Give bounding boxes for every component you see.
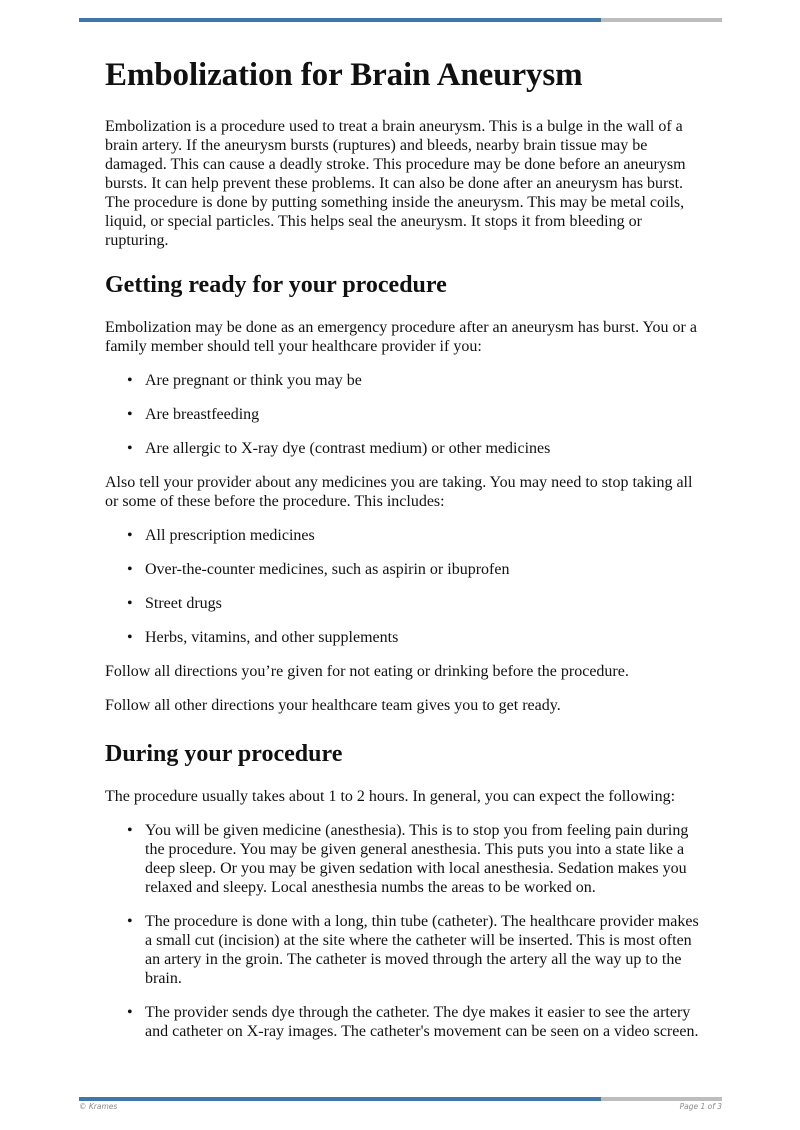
document-body [105, 54, 700, 1056]
bullet-list [105, 821, 700, 1041]
list-item: • Are pregnant or think you may be [145, 371, 700, 390]
list-item: • The procedure is done with a long, thin tube (catheter). The healthcare provider makes a small cut (incision) at the site where the catheter will be inserted. This is most often an artery in the groin. The catheter is moved through the artery all the way up to the brain. [145, 912, 700, 988]
intro-paragraph: Embolization is a procedure used to treat a brain aneurysm. This is a bulge in the wall of a brain artery. If the aneurysm bursts (ruptures) and bleeds, nearby brain tissue may be damaged. This can cause a deadly stroke. This procedure may be done before an aneurysm bursts. It can help prevent these problems. It can also be done after an aneurysm has burst. The procedure is done by putting something inside the aneurysm. This may be metal coils, liquid, or special particles. This helps seal the aneurysm. It stops it from bleeding or rupturing. [105, 118, 686, 249]
list-item: • The provider sends dye through the catheter. The dye makes it easier to see the artery and catheter on X-ray images. The catheter's movement can be seen on a video screen. [145, 1003, 700, 1041]
list-item: • Street drugs [145, 594, 700, 613]
section-getting-ready [105, 270, 700, 715]
list-item: • Over-the-counter medicines, such as aspirin or ibuprofen [145, 560, 700, 579]
page-title: Embolization for Brain Aneurysm [105, 57, 583, 93]
list-item: • All prescription medicines [145, 526, 700, 545]
list-item: • Herbs, vitamins, and other supplements [145, 628, 700, 647]
paragraph: The procedure usually takes about 1 to 2 hours. In general, you can expect the following: [105, 788, 676, 805]
bullet-list [105, 371, 700, 458]
page-number: Page 1 of 3 [679, 1102, 722, 1111]
footer-bar-accent [79, 1097, 601, 1101]
section-heading: During your procedure [105, 741, 343, 767]
page-footer [79, 1102, 722, 1111]
bullet-list [105, 526, 700, 647]
copyright-text: © Krames [79, 1102, 118, 1111]
section-during-procedure [105, 739, 700, 1041]
header-bar-rest [601, 18, 722, 22]
header-bar-accent [79, 18, 601, 22]
paragraph: Follow all other directions your healthcare team gives you to get ready. [105, 697, 561, 714]
list-item: • Are breastfeeding [145, 405, 700, 424]
paragraph: Follow all directions you’re given for not eating or drinking before the procedure. [105, 663, 629, 680]
footer-bar-rest [601, 1097, 722, 1101]
section-heading: Getting ready for your procedure [105, 272, 447, 298]
paragraph: Embolization may be done as an emergency procedure after an aneurysm has burst. You or a family member should tell your healthcare provider if you: [105, 319, 697, 355]
paragraph: Also tell your provider about any medicines you are taking. You may need to stop taking all or some of these before the procedure. This includes: [105, 474, 693, 510]
list-item: • You will be given medicine (anesthesia). This is to stop you from feeling pain during the procedure. You may be given general anesthesia. This puts you into a state like a deep sleep. Or you may be given sedation with local anesthesia. Sedation makes you relaxed and sleepy. Local anesthesia numbs the areas to be worked on. [145, 821, 700, 897]
list-item: • Are allergic to X-ray dye (contrast medium) or other medicines [145, 439, 700, 458]
header-progress-bar [79, 18, 722, 22]
footer-progress-bar [79, 1097, 722, 1101]
